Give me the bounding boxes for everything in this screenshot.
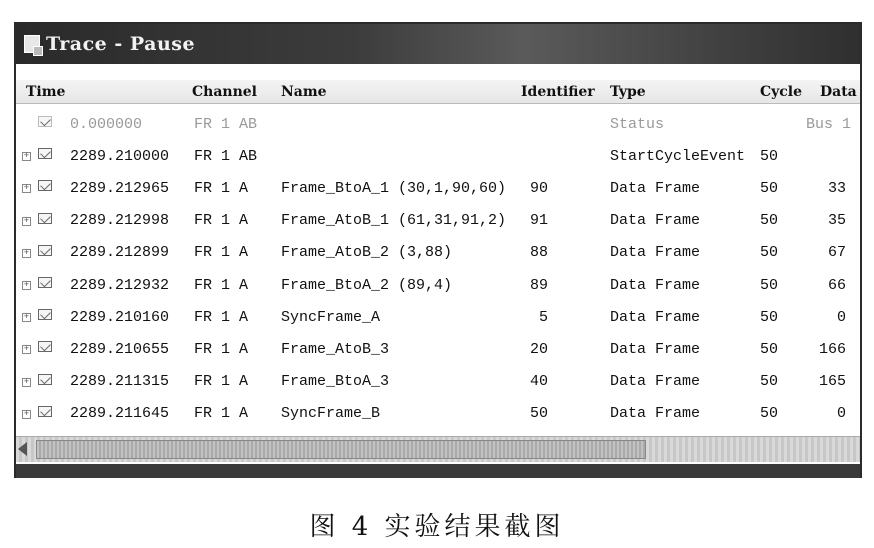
trace-table-body bbox=[16, 108, 860, 430]
expand-plus-icon[interactable]: + bbox=[23, 215, 30, 226]
figure-caption: 图 4 实验结果截图 bbox=[309, 512, 565, 542]
row-type: Data Frame bbox=[610, 373, 701, 391]
row-data: 166 bbox=[818, 340, 846, 358]
table-row[interactable] bbox=[16, 269, 860, 301]
message-envelope-icon bbox=[38, 148, 52, 159]
row-name: Frame_BtoA_1 (30,1,90,60) bbox=[281, 179, 507, 197]
row-channel: FR 1 A bbox=[194, 276, 249, 294]
row-cycle: 50 bbox=[760, 340, 779, 358]
row-data: 35 bbox=[827, 212, 846, 230]
expand-plus-icon[interactable]: + bbox=[23, 151, 30, 162]
trace-window-icon bbox=[24, 35, 40, 53]
row-time: 2289.212932 bbox=[70, 276, 170, 294]
row-type: StartCycleEvent bbox=[610, 147, 746, 165]
table-row[interactable] bbox=[16, 237, 860, 269]
horizontal-scrollbar[interactable] bbox=[16, 436, 860, 462]
expand-plus-icon[interactable]: + bbox=[23, 344, 30, 355]
row-name: Frame_AtoB_2 (3,88) bbox=[281, 244, 453, 262]
row-identifier: 20 bbox=[529, 340, 548, 358]
row-channel: FR 1 A bbox=[194, 405, 249, 423]
column-header-channel[interactable]: Channel bbox=[192, 83, 257, 100]
row-type: Status bbox=[610, 115, 665, 133]
row-time: 2289.211645 bbox=[70, 405, 170, 423]
expand-plus-icon[interactable]: + bbox=[23, 312, 30, 323]
column-header-cycle[interactable]: Cycle bbox=[760, 83, 803, 100]
row-type: Data Frame bbox=[610, 340, 701, 358]
row-type: Data Frame bbox=[610, 276, 701, 294]
expand-plus-icon[interactable]: + bbox=[23, 408, 30, 419]
column-header-data[interactable]: Data bbox=[820, 83, 857, 100]
row-identifier: 89 bbox=[529, 276, 548, 294]
table-row[interactable] bbox=[16, 140, 860, 172]
row-channel: FR 1 A bbox=[194, 244, 249, 262]
row-channel: FR 1 A bbox=[194, 340, 249, 358]
table-row[interactable] bbox=[16, 366, 860, 398]
row-type: Data Frame bbox=[610, 244, 701, 262]
row-channel: FR 1 AB bbox=[194, 147, 258, 165]
column-header-name[interactable]: Name bbox=[281, 83, 327, 100]
row-time: 2289.210000 bbox=[70, 147, 170, 165]
expand-plus-icon[interactable]: + bbox=[23, 247, 30, 258]
message-envelope-icon bbox=[38, 309, 52, 320]
row-identifier: 91 bbox=[529, 212, 548, 230]
row-name: SyncFrame_A bbox=[281, 308, 381, 326]
row-name: Frame_AtoB_3 bbox=[281, 340, 390, 358]
row-data: 33 bbox=[827, 179, 846, 197]
scrollbar-thumb[interactable] bbox=[36, 440, 646, 459]
expand-plus-icon[interactable]: + bbox=[23, 183, 30, 194]
row-identifier: 40 bbox=[529, 373, 548, 391]
table-row[interactable] bbox=[16, 398, 860, 430]
row-name: Frame_AtoB_1 (61,31,91,2) bbox=[281, 212, 507, 230]
row-channel: FR 1 A bbox=[194, 179, 249, 197]
message-envelope-icon bbox=[38, 245, 52, 256]
table-row[interactable] bbox=[16, 333, 860, 365]
window-title: Trace - Pause bbox=[46, 33, 196, 55]
row-data: 0 bbox=[836, 308, 846, 326]
row-cycle: 50 bbox=[760, 373, 779, 391]
expand-plus-icon[interactable]: + bbox=[23, 376, 30, 387]
row-type: Data Frame bbox=[610, 212, 701, 230]
trace-window bbox=[14, 22, 862, 478]
row-data: 67 bbox=[827, 244, 846, 262]
row-channel: FR 1 AB bbox=[194, 115, 258, 133]
column-header-type[interactable]: Type bbox=[610, 83, 646, 100]
expand-plus-icon[interactable]: + bbox=[23, 279, 30, 290]
row-time: 2289.211315 bbox=[70, 373, 170, 391]
row-data: 66 bbox=[827, 276, 846, 294]
row-identifier: 88 bbox=[529, 244, 548, 262]
window-bottom-border bbox=[16, 464, 860, 478]
row-data: 165 bbox=[818, 373, 846, 391]
scroll-left-arrow-icon[interactable] bbox=[18, 442, 27, 456]
title-bar[interactable] bbox=[16, 24, 860, 64]
row-type: Data Frame bbox=[610, 308, 701, 326]
row-identifier: 50 bbox=[529, 405, 548, 423]
column-header-row bbox=[16, 80, 860, 104]
row-channel: FR 1 A bbox=[194, 373, 249, 391]
row-name: Frame_BtoA_2 (89,4) bbox=[281, 276, 453, 294]
row-time: 2289.210160 bbox=[70, 308, 170, 326]
row-data: 0 bbox=[836, 405, 846, 423]
row-cycle: 50 bbox=[760, 244, 779, 262]
message-envelope-icon bbox=[38, 180, 52, 191]
column-header-time[interactable]: Time bbox=[26, 83, 66, 100]
row-cycle: 50 bbox=[760, 276, 779, 294]
row-type: Data Frame bbox=[610, 405, 701, 423]
row-data: Bus 1 bbox=[806, 115, 852, 133]
message-envelope-icon bbox=[38, 374, 52, 385]
row-identifier: 5 bbox=[538, 308, 548, 326]
row-identifier: 90 bbox=[529, 179, 548, 197]
row-type: Data Frame bbox=[610, 179, 701, 197]
row-name: SyncFrame_B bbox=[281, 405, 381, 423]
column-header-identifier[interactable]: Identifier bbox=[521, 83, 595, 100]
row-cycle: 50 bbox=[760, 179, 779, 197]
message-envelope-icon bbox=[38, 341, 52, 352]
message-envelope-icon bbox=[38, 116, 52, 127]
table-row[interactable] bbox=[16, 172, 860, 204]
row-cycle: 50 bbox=[760, 147, 779, 165]
row-name: Frame_BtoA_3 bbox=[281, 373, 390, 391]
row-cycle: 50 bbox=[760, 212, 779, 230]
table-row[interactable] bbox=[16, 108, 860, 140]
row-cycle: 50 bbox=[760, 405, 779, 423]
row-time: 2289.210655 bbox=[70, 340, 170, 358]
row-time: 2289.212965 bbox=[70, 179, 170, 197]
row-channel: FR 1 A bbox=[194, 308, 249, 326]
row-time: 2289.212899 bbox=[70, 244, 170, 262]
row-channel: FR 1 A bbox=[194, 212, 249, 230]
table-row[interactable] bbox=[16, 205, 860, 237]
row-cycle: 50 bbox=[760, 308, 779, 326]
row-time: 2289.212998 bbox=[70, 212, 170, 230]
message-envelope-icon bbox=[38, 277, 52, 288]
row-time: 0.000000 bbox=[70, 115, 143, 133]
message-envelope-icon bbox=[38, 213, 52, 224]
table-row[interactable] bbox=[16, 301, 860, 333]
message-envelope-icon bbox=[38, 406, 52, 417]
